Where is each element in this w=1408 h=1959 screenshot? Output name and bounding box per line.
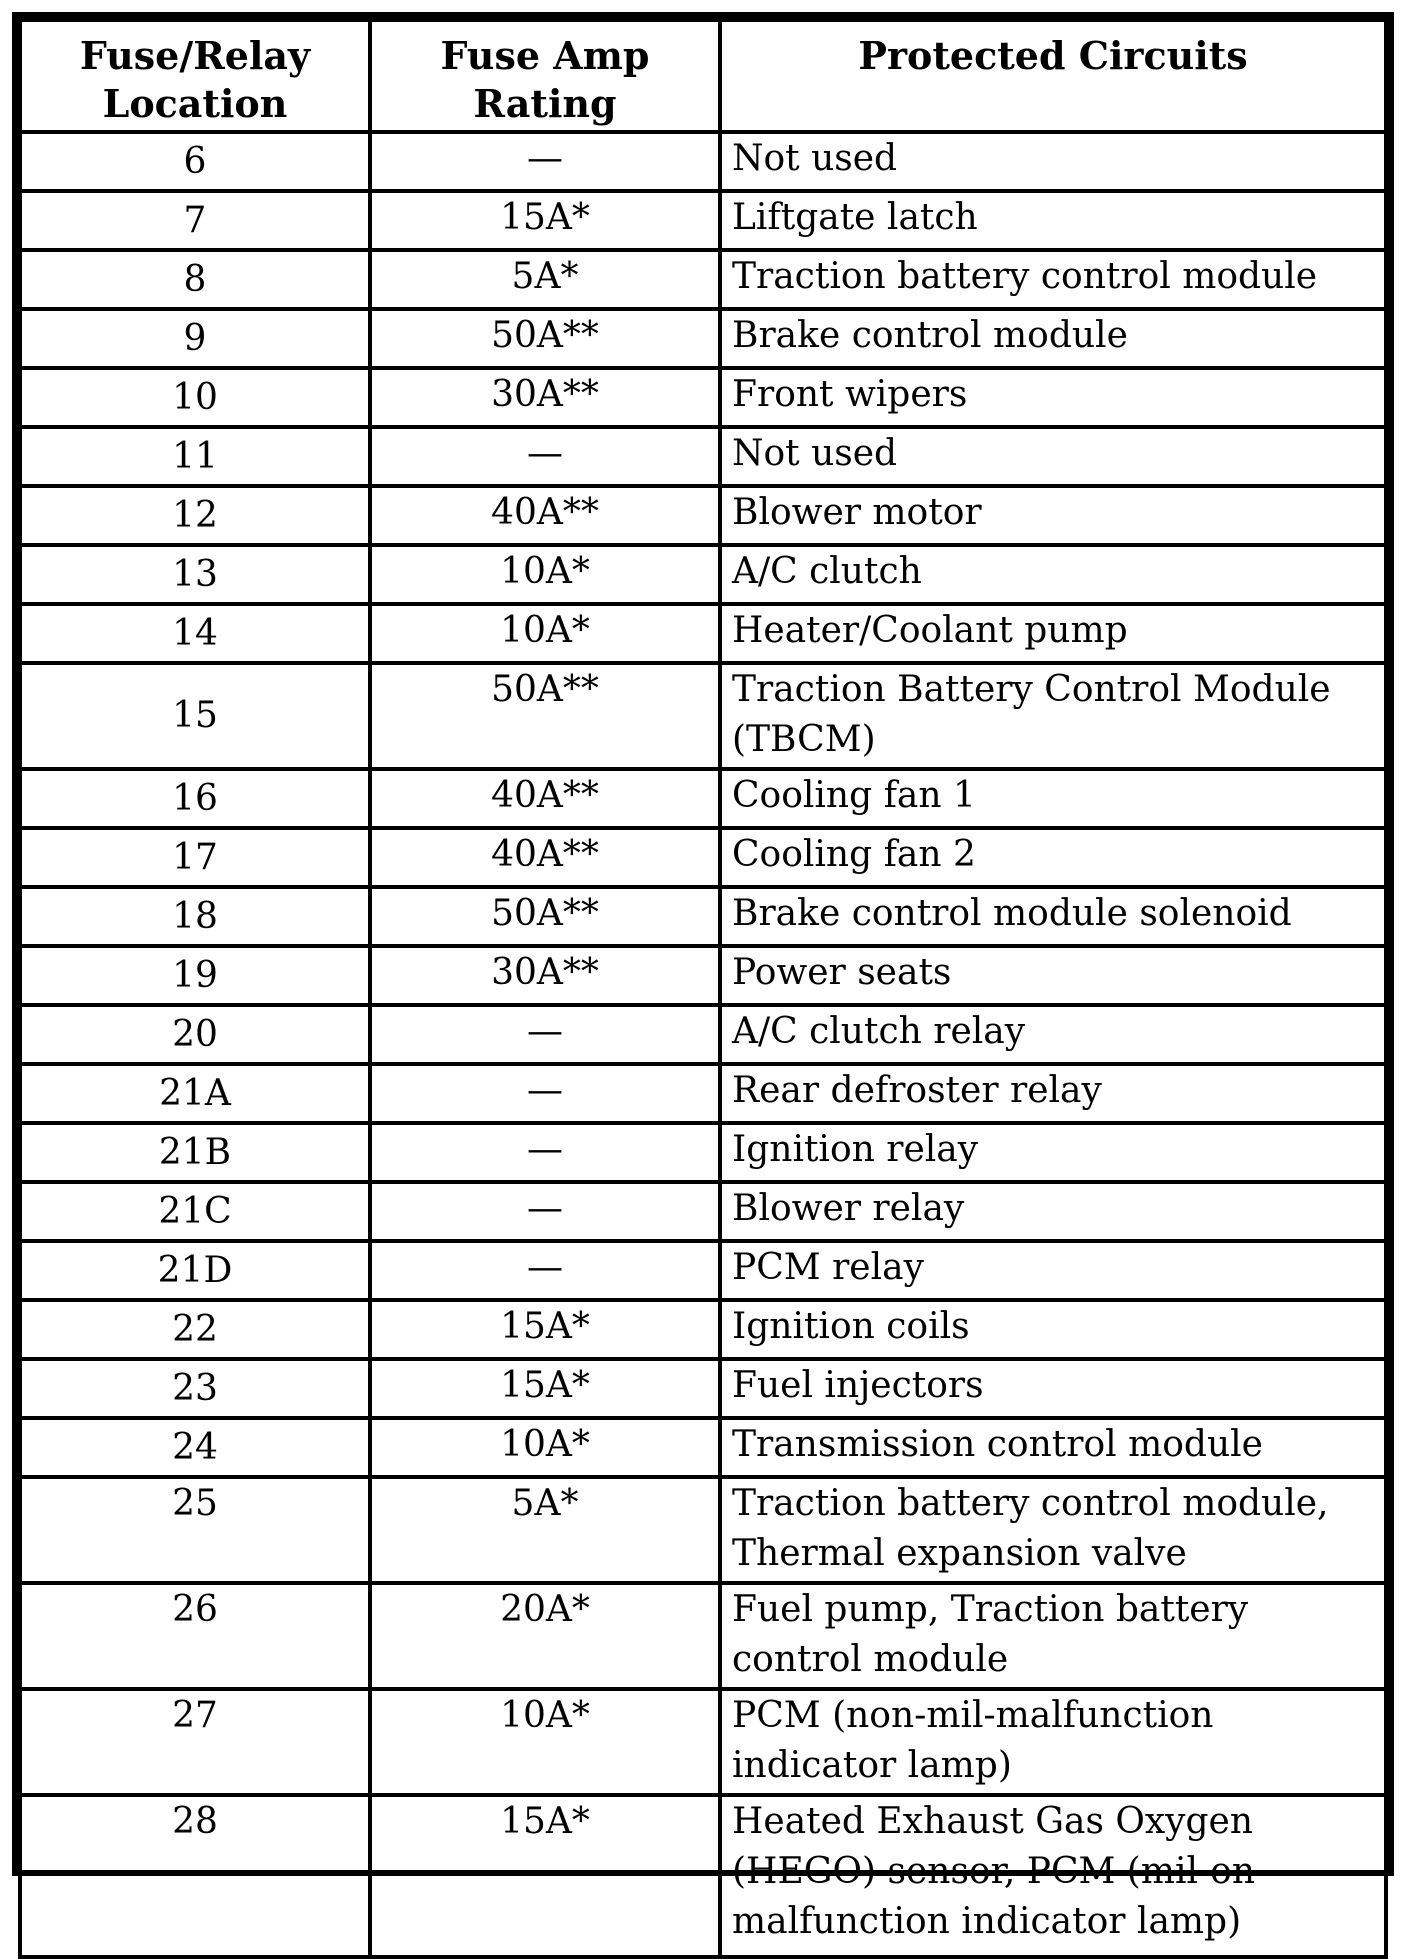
amp-cell: — <box>370 427 720 486</box>
table-row <box>20 1123 1386 1182</box>
location-cell: 16 <box>20 769 370 828</box>
location-cell: 21C <box>20 1182 370 1241</box>
table-row <box>20 1064 1386 1123</box>
location-cell: 26 <box>20 1583 370 1689</box>
circuit-cell: Front wipers <box>720 368 1386 427</box>
location-cell: 25 <box>20 1477 370 1583</box>
location-cell: 21A <box>20 1064 370 1123</box>
location-cell: 17 <box>20 828 370 887</box>
amp-cell: 10A* <box>370 604 720 663</box>
table-row <box>20 1795 1386 1957</box>
header-amp-rating: Fuse Amp Rating <box>370 20 720 132</box>
circuit-cell: Fuel pump, Traction battery control module <box>720 1583 1386 1689</box>
location-cell: 28 <box>20 1795 370 1957</box>
amp-cell: 15A* <box>370 1795 720 1957</box>
table-row <box>20 663 1386 769</box>
table-row <box>20 1477 1386 1583</box>
location-cell: 9 <box>20 309 370 368</box>
location-cell: 23 <box>20 1359 370 1418</box>
amp-cell: — <box>370 1064 720 1123</box>
table-row <box>20 1005 1386 1064</box>
location-cell: 14 <box>20 604 370 663</box>
table-header-row <box>20 20 1386 132</box>
table-row <box>20 1182 1386 1241</box>
amp-cell: 40A** <box>370 769 720 828</box>
table-row <box>20 545 1386 604</box>
circuit-cell: Rear defroster relay <box>720 1064 1386 1123</box>
amp-cell: — <box>370 1182 720 1241</box>
location-cell: 8 <box>20 250 370 309</box>
table-row <box>20 769 1386 828</box>
table-row <box>20 946 1386 1005</box>
circuit-cell: PCM (non-mil-malfunction indicator lamp) <box>720 1689 1386 1795</box>
circuit-cell: Heater/Coolant pump <box>720 604 1386 663</box>
amp-cell: 30A** <box>370 368 720 427</box>
fuse-table-container <box>12 12 1394 1942</box>
table-row <box>20 427 1386 486</box>
circuit-cell: Liftgate latch <box>720 191 1386 250</box>
circuit-cell: Not used <box>720 427 1386 486</box>
location-cell: 15 <box>20 663 370 769</box>
amp-cell: 10A* <box>370 1689 720 1795</box>
circuit-cell: Ignition coils <box>720 1300 1386 1359</box>
table-row <box>20 1689 1386 1795</box>
table-row <box>20 191 1386 250</box>
location-cell: 6 <box>20 132 370 191</box>
circuit-cell: Cooling fan 1 <box>720 769 1386 828</box>
table-row <box>20 1241 1386 1300</box>
amp-cell: 15A* <box>370 191 720 250</box>
circuit-cell: Transmission control module <box>720 1418 1386 1477</box>
circuit-cell: Heated Exhaust Gas Oxygen (HEGO) sensor, PCM (mil-on — malfunction indicator lamp) <box>720 1795 1386 1957</box>
circuit-cell: Traction battery control module, Thermal expansion valve <box>720 1477 1386 1583</box>
table-row <box>20 1418 1386 1477</box>
location-cell: 13 <box>20 545 370 604</box>
header-protected-circuits: Protected Circuits <box>720 20 1386 132</box>
location-cell: 7 <box>20 191 370 250</box>
table-row <box>20 1300 1386 1359</box>
table-row <box>20 1359 1386 1418</box>
amp-cell: 10A* <box>370 545 720 604</box>
circuit-cell: Ignition relay <box>720 1123 1386 1182</box>
location-cell: 18 <box>20 887 370 946</box>
circuit-cell: PCM relay <box>720 1241 1386 1300</box>
amp-cell: 5A* <box>370 1477 720 1583</box>
table-row <box>20 486 1386 545</box>
header-location: Fuse/Relay Location <box>20 20 370 132</box>
location-cell: 22 <box>20 1300 370 1359</box>
circuit-cell: Blower motor <box>720 486 1386 545</box>
table-row <box>20 828 1386 887</box>
amp-cell: 30A** <box>370 946 720 1005</box>
amp-cell: 10A* <box>370 1418 720 1477</box>
location-cell: 27 <box>20 1689 370 1795</box>
location-cell: 19 <box>20 946 370 1005</box>
circuit-cell: Fuel injectors <box>720 1359 1386 1418</box>
location-cell: 21B <box>20 1123 370 1182</box>
amp-cell: 15A* <box>370 1359 720 1418</box>
location-cell: 10 <box>20 368 370 427</box>
amp-cell: 50A** <box>370 663 720 769</box>
location-cell: 11 <box>20 427 370 486</box>
amp-cell: 5A* <box>370 250 720 309</box>
location-cell: 12 <box>20 486 370 545</box>
table-row <box>20 604 1386 663</box>
circuit-cell: Traction battery control module <box>720 250 1386 309</box>
circuit-cell: A/C clutch relay <box>720 1005 1386 1064</box>
fuse-relay-table <box>18 18 1388 1959</box>
amp-cell: — <box>370 132 720 191</box>
table-row <box>20 250 1386 309</box>
circuit-cell: Blower relay <box>720 1182 1386 1241</box>
circuit-cell: Not used <box>720 132 1386 191</box>
location-cell: 20 <box>20 1005 370 1064</box>
circuit-cell: A/C clutch <box>720 545 1386 604</box>
circuit-cell: Brake control module <box>720 309 1386 368</box>
amp-cell: 50A** <box>370 887 720 946</box>
table-row <box>20 132 1386 191</box>
location-cell: 24 <box>20 1418 370 1477</box>
amp-cell: 40A** <box>370 828 720 887</box>
amp-cell: — <box>370 1123 720 1182</box>
table-row <box>20 1583 1386 1689</box>
amp-cell: 20A* <box>370 1583 720 1689</box>
location-cell: 21D <box>20 1241 370 1300</box>
amp-cell: 50A** <box>370 309 720 368</box>
circuit-cell: Power seats <box>720 946 1386 1005</box>
table-row <box>20 309 1386 368</box>
table-row <box>20 887 1386 946</box>
amp-cell: — <box>370 1005 720 1064</box>
amp-cell: 40A** <box>370 486 720 545</box>
amp-cell: — <box>370 1241 720 1300</box>
table-row <box>20 368 1386 427</box>
circuit-cell: Cooling fan 2 <box>720 828 1386 887</box>
amp-cell: 15A* <box>370 1300 720 1359</box>
circuit-cell: Brake control module solenoid <box>720 887 1386 946</box>
circuit-cell: Traction Battery Control Module (TBCM) <box>720 663 1386 769</box>
